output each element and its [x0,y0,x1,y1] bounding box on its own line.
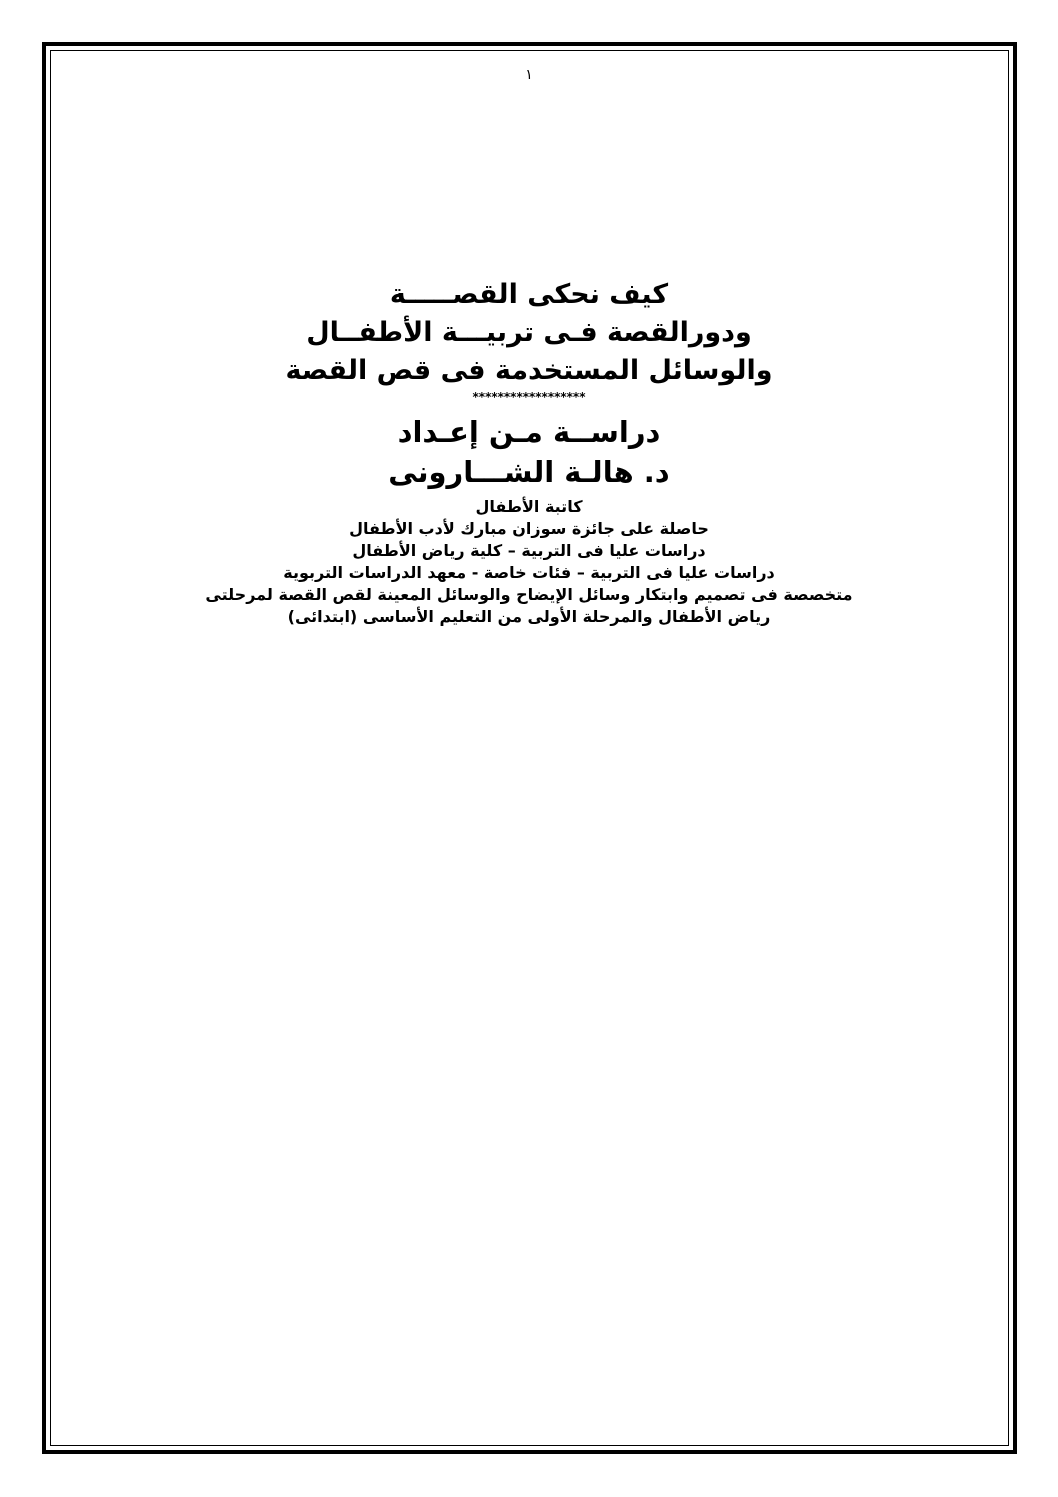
title-line-1: كيف نحكى القصـــــة [389,279,669,310]
title-line-2: ودورالقصة فـى تربيـــة الأطفــال [306,317,752,348]
credential-line: متخصصة فى تصميم وابتكار وسائل الإيضاح والوسائل المعينة لقص القصة لمرحلتى [205,585,853,604]
study-by-label: دراســة مـن إعـداد [397,415,661,449]
page-border-inner [50,50,1009,1446]
credential-line: دراسات عليا فى التربية – فئات خاصة - معهد الدراسات التربوية [283,563,775,582]
credential-line: كاتبة الأطفال [475,497,583,516]
title-line-3: والوسائل المستخدمة فى قص القصة [285,355,773,386]
document-content [100,276,958,628]
page-number: ١ [525,67,533,83]
credential-line: رياض الأطفال والمرحلة الأولى من التعليم الأساسى (ابتدائى) [287,607,771,626]
credential-line: حاصلة على جائزة سوزان مبارك لأدب الأطفال [349,519,709,538]
credential-line: دراسات عليا فى التربية – كلية رياض الأطفال [352,541,706,560]
author-name: د. هالـة الشـــارونى [388,455,670,489]
title-separator: ****************** [472,390,586,404]
